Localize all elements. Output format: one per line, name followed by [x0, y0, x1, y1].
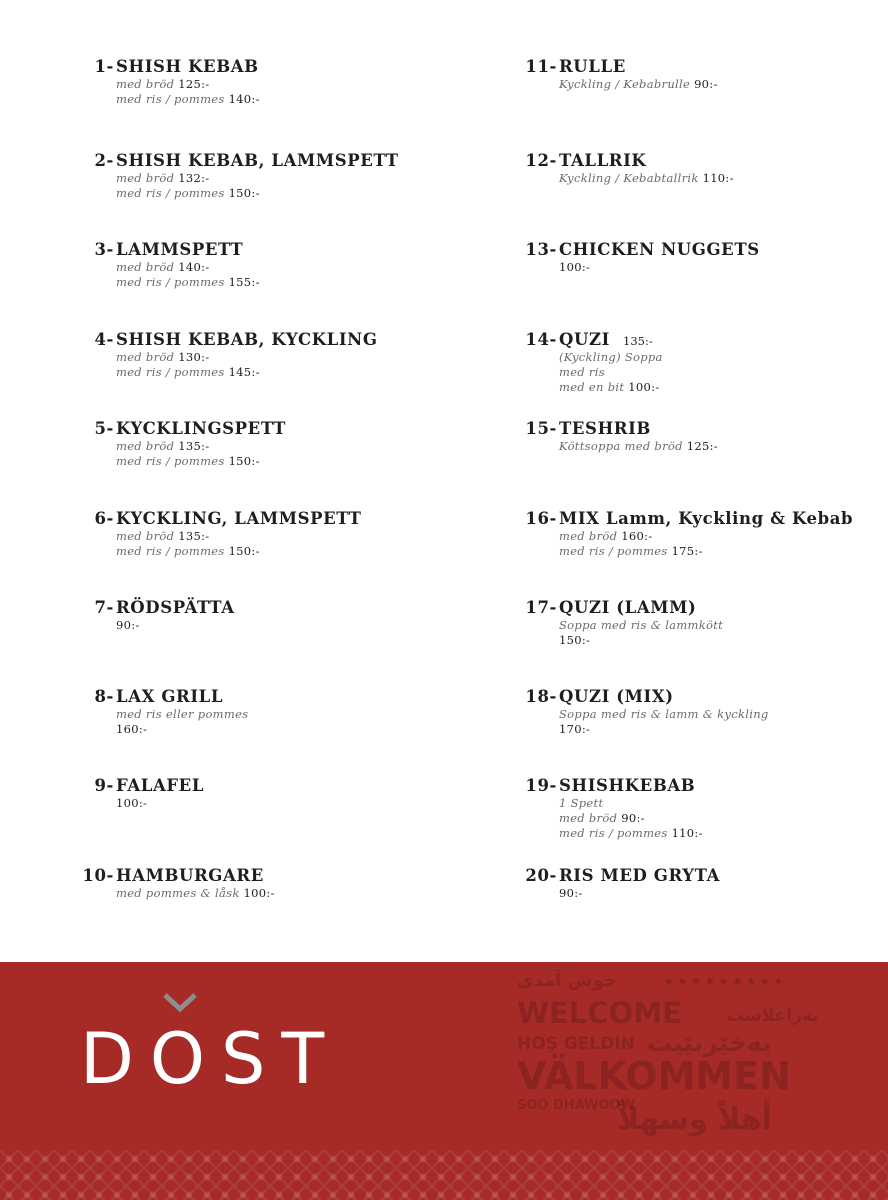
item-number: 9- — [94, 776, 114, 795]
item-detail-line — [116, 707, 248, 722]
item-price: 175:- — [671, 544, 703, 558]
item-number: 6- — [94, 509, 114, 528]
item-side-price: 135:- — [623, 334, 653, 348]
item-name: KYCKLING, LAMMSPETT — [116, 509, 362, 528]
item-number: 5- — [94, 419, 114, 438]
item-description: med bröd — [559, 529, 622, 543]
item-detail-line — [116, 886, 275, 901]
item-price: 160:- — [116, 722, 148, 736]
item-description: Kyckling / Kebabrulle — [559, 77, 695, 91]
item-number: 10- — [82, 866, 114, 885]
item-price: 100:- — [559, 260, 591, 274]
welcome-words-graphic — [517, 970, 817, 1140]
item-detail-line — [559, 171, 734, 186]
item-detail-line — [559, 826, 703, 841]
item-name: KYCKLINGSPETT — [116, 419, 287, 438]
item-description: med ris / pommes — [116, 275, 229, 289]
item-detail-line — [559, 529, 853, 544]
item-name: MIX Lamm, Kyckling & Kebab — [559, 509, 854, 528]
item-number: 19- — [525, 776, 557, 795]
item-number: 20- — [525, 866, 557, 885]
item-description: med bröd — [116, 350, 179, 364]
item-number: 8- — [94, 687, 114, 706]
item-description: med bröd — [559, 811, 622, 825]
item-price: 160:- — [621, 529, 653, 543]
item-description: 1 Spett — [559, 796, 604, 810]
brand-footer — [0, 962, 888, 1200]
item-description: med bröd — [116, 77, 179, 91]
menu-item — [94, 151, 399, 201]
item-name: RULLE — [559, 57, 626, 76]
item-detail-line — [116, 796, 204, 811]
welcome-kurdish: بەراغلاست — [727, 1006, 819, 1026]
item-detail-line — [116, 186, 399, 201]
item-name: FALAFEL — [116, 776, 205, 795]
item-price: 140:- — [228, 92, 260, 106]
menu-item — [525, 509, 854, 559]
item-name: SHISH KEBAB, LAMMSPETT — [116, 151, 399, 170]
item-description: med bröd — [116, 439, 179, 453]
item-price: 100:- — [243, 886, 275, 900]
menu-item — [525, 419, 718, 454]
item-price: 132:- — [178, 171, 210, 185]
item-description: med bröd — [116, 529, 179, 543]
item-price: 150:- — [559, 633, 591, 647]
item-description: med bröd — [116, 171, 179, 185]
item-description: med ris / pommes — [116, 92, 229, 106]
welcome-english: WELCOME — [517, 996, 682, 1030]
item-detail-line — [559, 618, 723, 633]
item-price: 140:- — [178, 260, 210, 274]
item-number: 7- — [94, 598, 114, 617]
item-name: RIS MED GRYTA — [559, 866, 721, 885]
menu-item — [525, 330, 663, 395]
item-number: 18- — [525, 687, 557, 706]
menu-item — [525, 240, 760, 275]
item-number: 3- — [94, 240, 114, 259]
welcome-swedish: VÄLKOMMEN — [517, 1054, 791, 1098]
item-detail-line — [559, 350, 663, 365]
menu-item — [94, 776, 205, 811]
menu-item — [82, 866, 275, 901]
menu-item — [525, 598, 724, 648]
item-number: 17- — [525, 598, 557, 617]
item-description: Kyckling / Kebabtallrik — [559, 171, 703, 185]
item-name: SHISH KEBAB — [116, 57, 259, 76]
welcome-arabic: أهلاً وسهلاً — [617, 1102, 773, 1137]
menu-item — [94, 330, 378, 380]
item-description: (Kyckling) Soppa — [559, 350, 663, 364]
item-detail-line — [559, 633, 723, 648]
item-description: med ris / pommes — [559, 544, 672, 558]
chevron-down-icon — [162, 992, 198, 1014]
item-price: 130:- — [178, 350, 210, 364]
item-price: 150:- — [228, 186, 260, 200]
item-name: TESHRIB — [559, 419, 651, 438]
item-number: 1- — [94, 57, 114, 76]
menu-item — [94, 509, 362, 559]
item-number: 13- — [525, 240, 557, 259]
decorative-pattern — [0, 1150, 888, 1200]
welcome-persian: خوش آمدی — [517, 970, 617, 991]
item-price: 100:- — [116, 796, 148, 810]
welcome-somali: SOO DHAWOOW — [517, 1098, 635, 1113]
item-detail-line — [116, 171, 399, 186]
welcome-kurdish-2: بەخێربێیت — [647, 1028, 772, 1057]
menu-item — [525, 776, 703, 841]
item-number: 12- — [525, 151, 557, 170]
item-name: SHISHKEBAB — [559, 776, 696, 795]
item-description: med ris / pommes — [116, 454, 229, 468]
item-detail-line — [116, 618, 235, 633]
item-detail-line — [559, 722, 769, 737]
item-name: QUZI (MIX) — [559, 687, 674, 706]
item-detail-line — [116, 92, 260, 107]
item-name: LAX GRILL — [116, 687, 224, 706]
welcome-turkish: HOŞ GELDIN — [517, 1034, 635, 1054]
item-detail-line — [116, 365, 378, 380]
item-description: med ris / pommes — [116, 365, 229, 379]
menu-item — [525, 151, 734, 186]
item-detail-line — [559, 77, 718, 92]
item-number: 15- — [525, 419, 557, 438]
item-name: LAMMSPETT — [116, 240, 244, 259]
item-price: 135:- — [178, 529, 210, 543]
item-price: 110:- — [702, 171, 734, 185]
item-detail-line — [559, 796, 703, 811]
item-price: 110:- — [671, 826, 703, 840]
item-detail-line — [116, 275, 260, 290]
brand-logo: DOST — [80, 1018, 341, 1100]
item-description: med bröd — [116, 260, 179, 274]
item-detail-line — [116, 350, 378, 365]
item-description: med en bit — [559, 380, 629, 394]
item-name: RÖDSPÄTTA — [116, 598, 235, 617]
item-detail-line — [116, 529, 361, 544]
item-detail-line — [116, 77, 260, 92]
item-description: Köttsoppa med bröd — [559, 439, 687, 453]
item-description: med ris / pommes — [559, 826, 672, 840]
menu-item — [94, 687, 249, 737]
item-detail-line — [116, 454, 286, 469]
item-price: 155:- — [228, 275, 260, 289]
item-price: 100:- — [628, 380, 660, 394]
item-detail-line — [559, 260, 760, 275]
menu-item — [525, 687, 769, 737]
item-name: QUZI (LAMM) — [559, 598, 697, 617]
item-description: Soppa med ris & lammkött — [559, 618, 724, 632]
menu-item — [525, 866, 721, 901]
item-detail-line — [116, 260, 260, 275]
item-detail-line — [559, 365, 663, 380]
item-number: 2- — [94, 151, 114, 170]
item-detail-line — [559, 811, 703, 826]
item-price: 135:- — [178, 439, 210, 453]
item-detail-line — [116, 722, 248, 737]
menu-item — [94, 419, 287, 469]
item-price: 90:- — [559, 886, 583, 900]
item-price: 125:- — [178, 77, 210, 91]
item-price: 145:- — [228, 365, 260, 379]
item-name: CHICKEN NUGGETS — [559, 240, 760, 259]
item-detail-line — [559, 886, 720, 901]
item-price: 125:- — [686, 439, 718, 453]
item-name: QUZI — [559, 330, 610, 349]
item-name: HAMBURGARE — [116, 866, 264, 885]
item-detail-line — [559, 707, 769, 722]
menu-item — [525, 57, 718, 92]
menu-item — [94, 598, 235, 633]
item-detail-line — [116, 544, 361, 559]
item-description: med ris — [559, 365, 605, 379]
menu-item — [94, 240, 260, 290]
item-detail-line — [559, 380, 663, 395]
item-price: 150:- — [228, 454, 260, 468]
item-number: 14- — [525, 330, 557, 349]
item-name: TALLRIK — [559, 151, 647, 170]
item-name: SHISH KEBAB, KYCKLING — [116, 330, 378, 349]
item-description: med ris eller pommes — [116, 707, 249, 721]
item-description: Soppa med ris & lamm & kyckling — [559, 707, 769, 721]
item-price: 90:- — [116, 618, 140, 632]
item-description: med ris / pommes — [116, 544, 229, 558]
item-number: 11- — [525, 57, 557, 76]
item-detail-line — [559, 439, 718, 454]
diamond-ornament: ◆◆◆◆◆◆◆◆◆ — [665, 976, 789, 987]
item-price: 150:- — [228, 544, 260, 558]
item-description: med ris / pommes — [116, 186, 229, 200]
item-description: med pommes & låsk — [116, 886, 244, 900]
item-detail-line — [116, 439, 286, 454]
item-number: 4- — [94, 330, 114, 349]
menu-item — [94, 57, 260, 107]
item-price: 170:- — [559, 722, 591, 736]
item-price: 90:- — [694, 77, 718, 91]
item-price: 90:- — [621, 811, 645, 825]
item-number: 16- — [525, 509, 557, 528]
item-detail-line — [559, 544, 853, 559]
